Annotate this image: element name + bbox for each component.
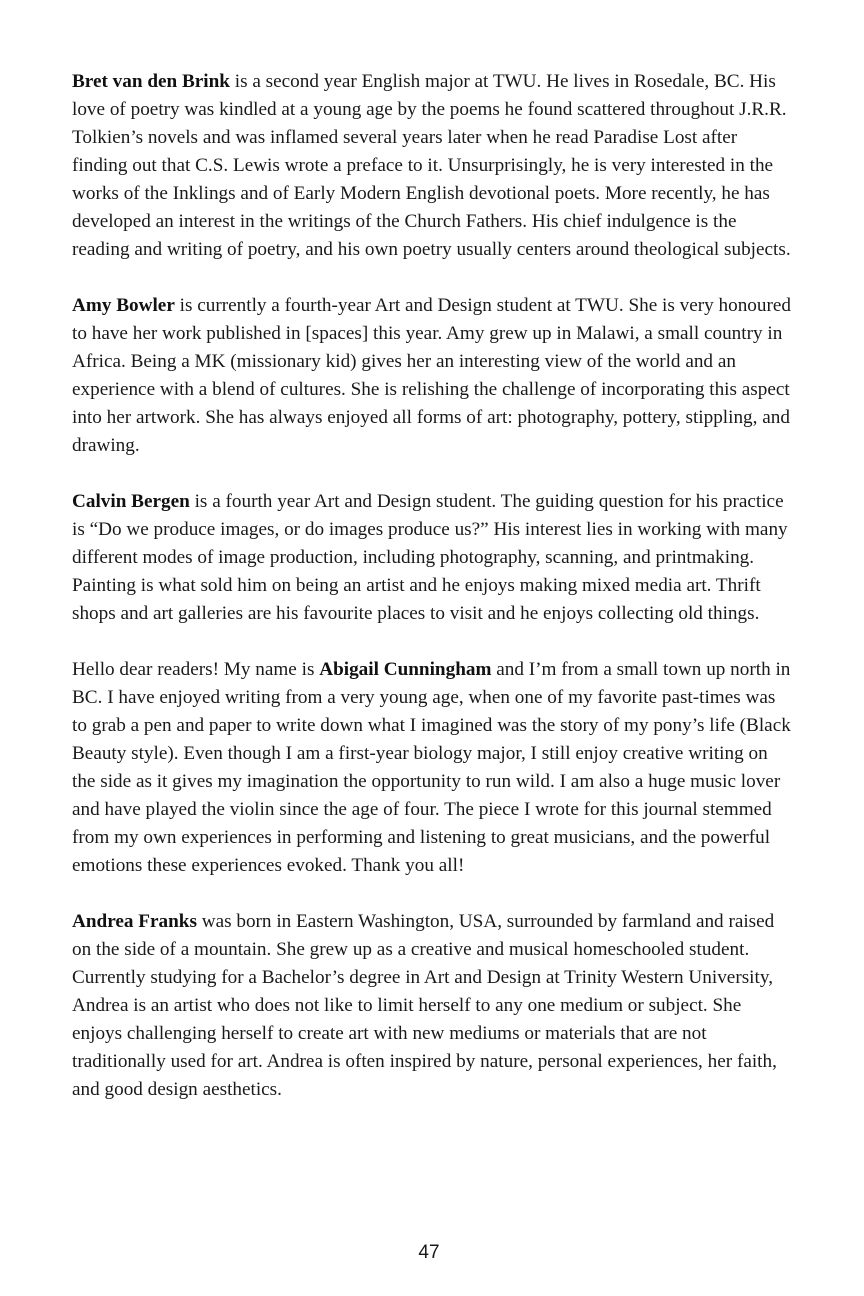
page-number: 47 bbox=[418, 1242, 440, 1263]
bio-abigail-cunningham bbox=[72, 656, 794, 880]
bio-lead: Hello dear readers! My name is bbox=[72, 659, 320, 680]
bio-andrea-franks bbox=[72, 908, 794, 1104]
bio-bret-van-den-brink bbox=[72, 68, 794, 264]
contributor-name: Abigail Cunningham bbox=[319, 659, 492, 680]
contributor-name: Amy Bowler bbox=[72, 295, 175, 316]
bio-text: is a fourth year Art and Design student. The guiding question for his practice is “Do we produce images, or do images produce us?” His interest lies in working with many different modes of image production, including photography, scanning, and printmaking. Painting is what sold him on being an artist and he enjoys making mixed media art. Thrift shops and art galleries are his favourite places to visit and he enjoys collecting old things. bbox=[72, 491, 788, 624]
bio-text: was born in Eastern Washington, USA, surrounded by farmland and raised on the side of a mountain. She grew up as a creative and musical homeschooled student. Currently studying for a Bachelor’s degree in Art and Design at Trinity Western University, Andrea is an artist who does not like to limit herself to any one medium or subject. She enjoys challenging herself to create art with new mediums or materials that are not traditionally used for art. Andrea is often inspired by nature, personal experiences, her faith, and good design aesthetics. bbox=[72, 911, 777, 1100]
contributor-name: Calvin Bergen bbox=[72, 491, 190, 512]
bio-text: and I’m from a small town up north in BC. I have enjoyed writing from a very young age, when one of my favorite past-times was to grab a pen and paper to write down what I imagined was the story of my pony’s life (Black Beauty style). Even though I am a first-year biology major, I still enjoy creative writing on the side as it gives my imagination the opportunity to run wild. I am also a huge music lover and have played the violin since the age of four. The piece I wrote for this journal stemmed from my own experiences in performing and listening to great musicians, and the powerful emotions these experiences evoked. Thank you all! bbox=[72, 659, 791, 876]
bio-calvin-bergen bbox=[72, 488, 794, 628]
bio-text: is a second year English major at TWU. He lives in Rosedale, BC. His love of poetry was kindled at a young age by the poems he found scattered throughout J.R.R. Tolkien’s novels and was inflamed several years later when he read Paradise Lost after finding out that C.S. Lewis wrote a preface to it. Unsurprisingly, he is very interested in the works of the Inklings and of Early Modern English devotional poets. More recently, he has developed an interest in the writings of the Church Fathers. His chief indulgence is the reading and writing of poetry, and his own poetry usually centers around theological subjects. bbox=[72, 71, 791, 260]
bio-amy-bowler bbox=[72, 292, 794, 460]
contributors-page bbox=[72, 68, 794, 1132]
contributor-name: Bret van den Brink bbox=[72, 71, 230, 92]
contributor-name: Andrea Franks bbox=[72, 911, 197, 932]
bio-text: is currently a fourth-year Art and Design student at TWU. She is very honoured to have her work published in [spaces] this year. Amy grew up in Malawi, a small country in Africa. Being a MK (missionary kid) gives her an interesting view of the world and an experience with a blend of cultures. She is relishing the challenge of incorporating this aspect into her artwork. She has always enjoyed all forms of art: photography, pottery, stippling, and drawing. bbox=[72, 295, 791, 456]
